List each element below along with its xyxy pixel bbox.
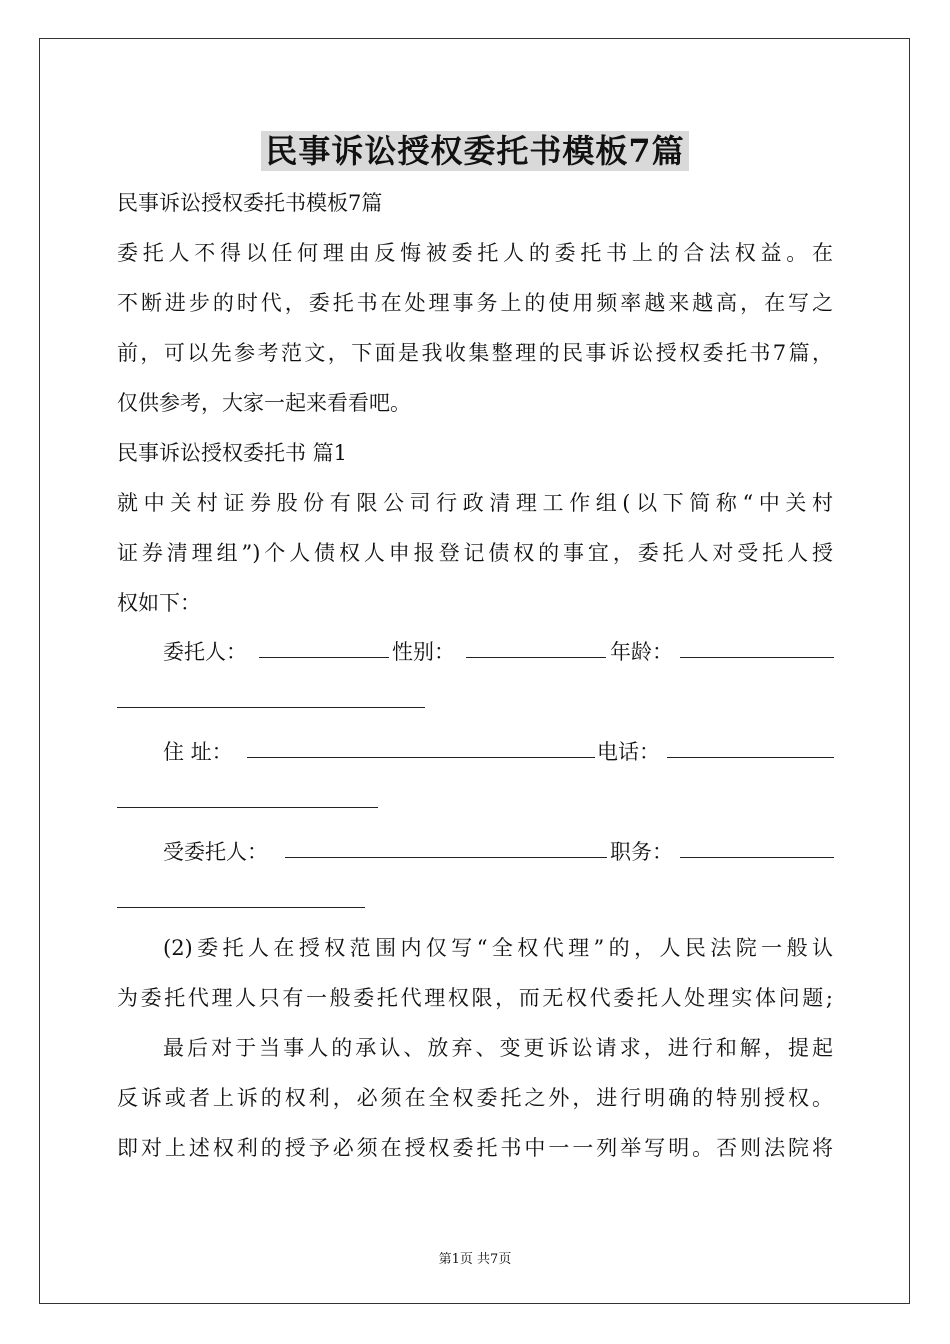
para2-line-3: 最后对于当事人的承认、放弃、变更诉讼请求，进行和解，提起 <box>163 1036 833 1060</box>
gender-label: 性别： <box>392 640 455 664</box>
intro-line-2: 不断进步的时代，委托书在处理事务上的使用频率越来越高，在写之 <box>117 291 833 315</box>
age-blank[interactable] <box>680 657 834 658</box>
blank-line[interactable] <box>117 907 365 908</box>
section-heading: 民事诉讼授权委托书 篇1 <box>117 441 348 465</box>
intro-line-4: 仅供参考，大家一起来看看吧。 <box>117 391 411 415</box>
intro-line-3: 前，可以先参考范文，下面是我收集整理的民事诉讼授权委托书7篇， <box>117 341 833 365</box>
para2-line-2: 为委托代理人只有一般委托代理权限，而无权代委托人处理实体问题; <box>117 986 833 1010</box>
intro-line-1: 委托人不得以任何理由反悔被委托人的委托书上的合法权益。在 <box>117 241 833 265</box>
age-label: 年龄： <box>610 640 673 664</box>
para2-line-1: (2)委托人在授权范围内仅写“全权代理”的，人民法院一般认 <box>163 936 833 960</box>
para1-line-2: 证券清理组”)个人债权人申报登记债权的事宜，委托人对受托人授 <box>117 541 833 565</box>
position-blank[interactable] <box>680 857 834 858</box>
blank-line[interactable] <box>117 807 378 808</box>
principal-blank[interactable] <box>259 657 389 658</box>
phone-blank[interactable] <box>667 757 834 758</box>
agent-blank[interactable] <box>285 857 607 858</box>
page-border <box>39 38 910 1304</box>
para2-line-5: 即对上述权利的授予必须在授权委托书中一一列举写明。否则法院将 <box>117 1136 833 1160</box>
position-label: 职务： <box>610 840 673 864</box>
document-title: 民事诉讼授权委托书模板7篇 <box>0 126 950 172</box>
address-label: 住 址： <box>163 740 233 764</box>
agent-label: 受委托人： <box>163 840 268 864</box>
blank-line[interactable] <box>117 707 425 708</box>
address-blank[interactable] <box>247 757 595 758</box>
subtitle: 民事诉讼授权委托书模板7篇 <box>117 191 383 215</box>
para1-line-3: 权如下： <box>117 591 201 615</box>
principal-label: 委托人： <box>163 640 247 664</box>
phone-label: 电话： <box>597 740 660 764</box>
page-footer: 第1页 共7页 <box>438 1252 512 1267</box>
para2-line-4: 反诉或者上诉的权利，必须在全权委托之外，进行明确的特别授权。 <box>117 1086 833 1110</box>
gender-blank[interactable] <box>466 657 606 658</box>
para1-line-1: 就中关村证券股份有限公司行政清理工作组(以下简称“中关村 <box>117 491 833 515</box>
